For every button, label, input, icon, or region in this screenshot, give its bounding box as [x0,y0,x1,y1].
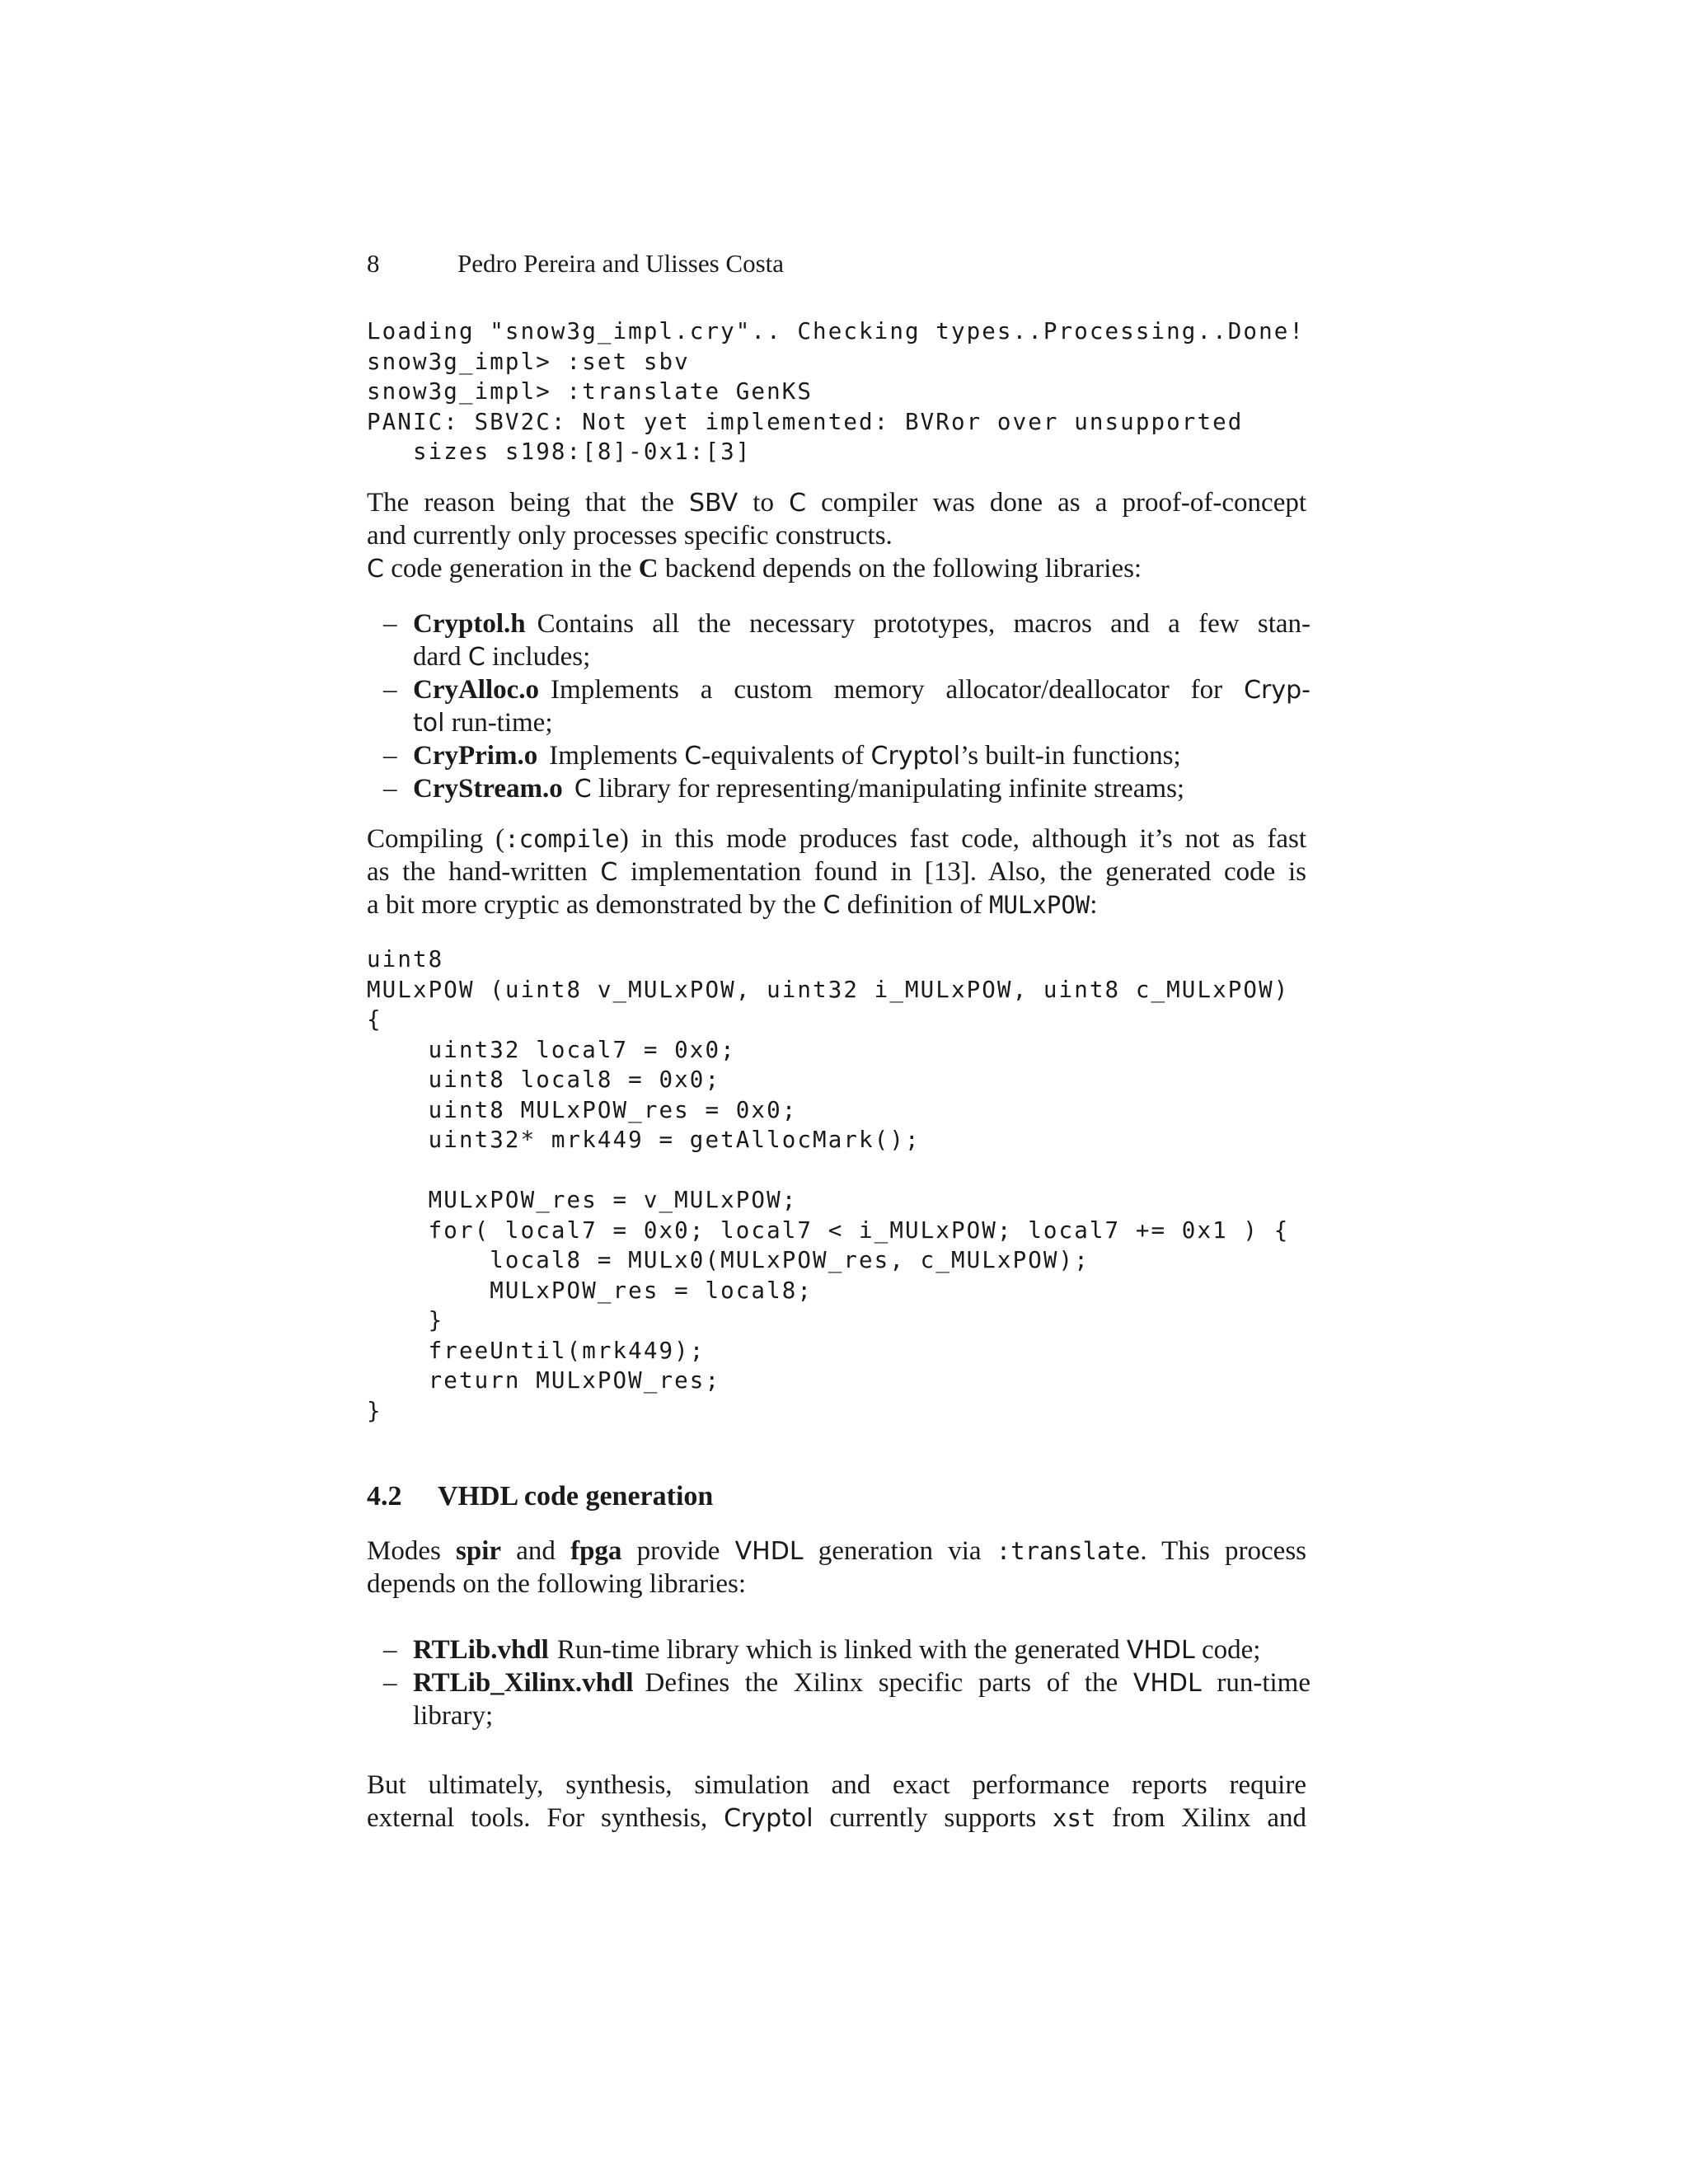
cryptol-term: tol [413,709,445,738]
terminal-line: snow3g_impl> :set sbv [367,348,690,375]
translate-command: :translate [996,1537,1141,1565]
text-line [367,552,1306,585]
code-line: uint32* mrk449 = getAllocMark(); [367,1127,921,1153]
text-run: implementation found in [13]. Also, the generated code is [617,857,1306,887]
running-head-authors: Pedro Pereira and Ulisses Costa [457,249,785,278]
compile-command: :compile [504,825,620,853]
code-line: local8 = MULx0(MULxPOW_res, c_MULxPOW); [367,1247,1090,1273]
text-line [413,772,1311,805]
text-run: includes; [485,642,591,672]
code-line: { [367,1006,382,1033]
text-line [367,1802,1306,1835]
vhdl-term: VHDL [1126,1636,1195,1665]
c-term: C [600,858,618,887]
section-number: 4.2 [367,1481,402,1511]
c-backend-term: C [638,554,659,583]
text-line: and currently only processes specific constructs. [367,521,893,551]
code-line: uint8 MULxPOW_res = 0x0; [367,1096,798,1123]
text-run: code; [1194,1635,1261,1665]
code-line: MULxPOW_res = local8; [367,1277,814,1304]
section-title: VHDL code generation [438,1481,714,1511]
text-run: from Xilinx and [1095,1803,1306,1833]
terminal-line: Loading "snow3g_impl.cry".. Checking types..Processing..Done! [367,318,1306,344]
text-run: a bit more cryptic as demonstrated by the [367,890,823,920]
library-name: CryPrim.o [413,741,538,771]
code-line: freeUntil(mrk449); [367,1337,706,1364]
text-run: run-time [1201,1668,1311,1698]
c-library-list [367,607,1311,805]
text-run: Implements [549,741,685,771]
cryptol-term: Cryptol [724,1804,814,1833]
paragraph-sbv-compiler [367,486,1306,585]
code-line [367,1155,1289,1186]
text-line [413,739,1311,772]
code-line: } [367,1397,382,1424]
section-heading [367,1479,713,1515]
c-term: C [467,643,485,672]
text-run: definition of [840,890,990,920]
list-item [367,607,1311,673]
list-dash: – [383,609,397,639]
text-line [367,1535,1306,1568]
text-run: The reason being that the [367,488,689,518]
text-run: Modes [367,1536,457,1566]
mulxpow-code-listing [367,944,1289,1426]
library-name: Cryptol.h [413,609,526,639]
text-line [413,706,1311,739]
list-dash: – [383,774,397,804]
text-run: to [738,488,790,518]
code-line: uint8 local8 = 0x0; [367,1066,721,1093]
cryptol-term: Cryp- [1244,676,1311,705]
text-run: ’s built-in functions; [960,741,1181,771]
list-item [367,673,1311,739]
page-header [367,247,784,280]
text-run: generation via [803,1536,996,1566]
code-line: uint32 local7 = 0x0; [367,1036,736,1063]
text-run: library for representing/manipulating infinite streams; [591,774,1185,804]
paragraph-external-tools [367,1769,1306,1835]
code-line: MULxPOW_res = v_MULxPOW; [367,1187,798,1213]
code-line: for( local7 = 0x0; local7 < i_MULxPOW; local7 += 0x1 ) { [367,1216,1290,1244]
text-line [413,607,1311,640]
code-line: } [367,1307,444,1333]
library-description: Implements a custom memory allocator/deallocator for [551,675,1245,705]
text-run: Defines the Xilinx specific parts of the [645,1668,1133,1698]
page-number: 8 [367,249,380,278]
text-run: Compiling ( [367,824,505,854]
text-line: depends on the following libraries: [367,1569,747,1599]
mode-fpga: fpga [570,1536,622,1566]
list-item [367,772,1311,805]
library-description: Contains all the necessary prototypes, macros and a few stan- [537,609,1311,639]
text-run: compiler was done as a proof-of-concept [806,488,1307,518]
sbv-term: SBV [688,489,738,518]
c-term: C [823,891,841,920]
text-run: -equivalents of [701,741,871,771]
function-name: MULxPOW [989,891,1090,919]
mode-spir: spir [456,1536,502,1566]
text-line [413,673,1311,706]
text-run: run-time; [444,708,553,738]
c-term: C [684,742,702,771]
text-line [413,1666,1311,1699]
c-term: C [367,555,384,583]
text-line [367,855,1306,888]
library-name: CryAlloc.o [413,675,540,705]
code-line: uint8 [367,946,444,972]
library-name: RTLib.vhdl [413,1635,549,1665]
library-name: RTLib_Xilinx.vhdl [413,1668,634,1698]
list-dash: – [383,1668,397,1698]
library-name: CryStream.o [413,774,563,804]
text-line: But ultimately, synthesis, simulation and exact performance reports require [367,1770,1306,1800]
terminal-line: PANIC: SBV2C: Not yet implemented: BVRor over unsupported [367,408,1244,435]
text-run: : [1090,890,1098,920]
list-item [367,1666,1311,1732]
terminal-line: snow3g_impl> :translate GenKS [367,378,814,405]
c-term: C [574,775,592,804]
text-line [367,888,1306,921]
list-item [367,739,1311,772]
xst-tool: xst [1053,1804,1096,1832]
text-run: ) in this mode produces fast code, although it’s not as fast [619,824,1306,854]
terminal-line: sizes s198:[8]-0x1:[3] [367,438,752,465]
text-run: code generation in the [383,554,639,583]
list-item [367,1633,1311,1666]
text-run: as the hand-written [367,857,601,887]
vhdl-library-list [367,1633,1311,1732]
code-line: MULxPOW (uint8 v_MULxPOW, uint32 i_MULxPOW, uint8 c_MULxPOW) [367,976,1290,1003]
vhdl-term: VHDL [734,1537,804,1566]
text-run: . This process [1140,1536,1307,1566]
cryptol-term: Cryptol [870,742,961,771]
text-line [413,640,1311,673]
text-run: external tools. For synthesis, [367,1803,724,1833]
text-run: backend depends on the following libraries: [658,554,1142,583]
text-run: dard [413,642,468,672]
paragraph-compile-mode [367,823,1306,921]
c-term: C [789,489,807,518]
paragraph-vhdl-modes [367,1535,1306,1601]
list-dash: – [383,741,397,771]
text-run: currently supports [813,1803,1053,1833]
list-dash: – [383,1635,397,1665]
text-run: Run-time library which is linked with the generated [556,1635,1127,1665]
text-run: and [501,1536,571,1566]
text-line [413,1633,1311,1666]
list-dash: – [383,675,397,705]
text-line: library; [413,1701,494,1731]
vhdl-term: VHDL [1132,1669,1202,1698]
text-line [367,823,1306,855]
text-run: provide [621,1536,735,1566]
terminal-session-listing [367,316,1305,467]
code-line: return MULxPOW_res; [367,1367,721,1394]
text-line [367,486,1306,519]
